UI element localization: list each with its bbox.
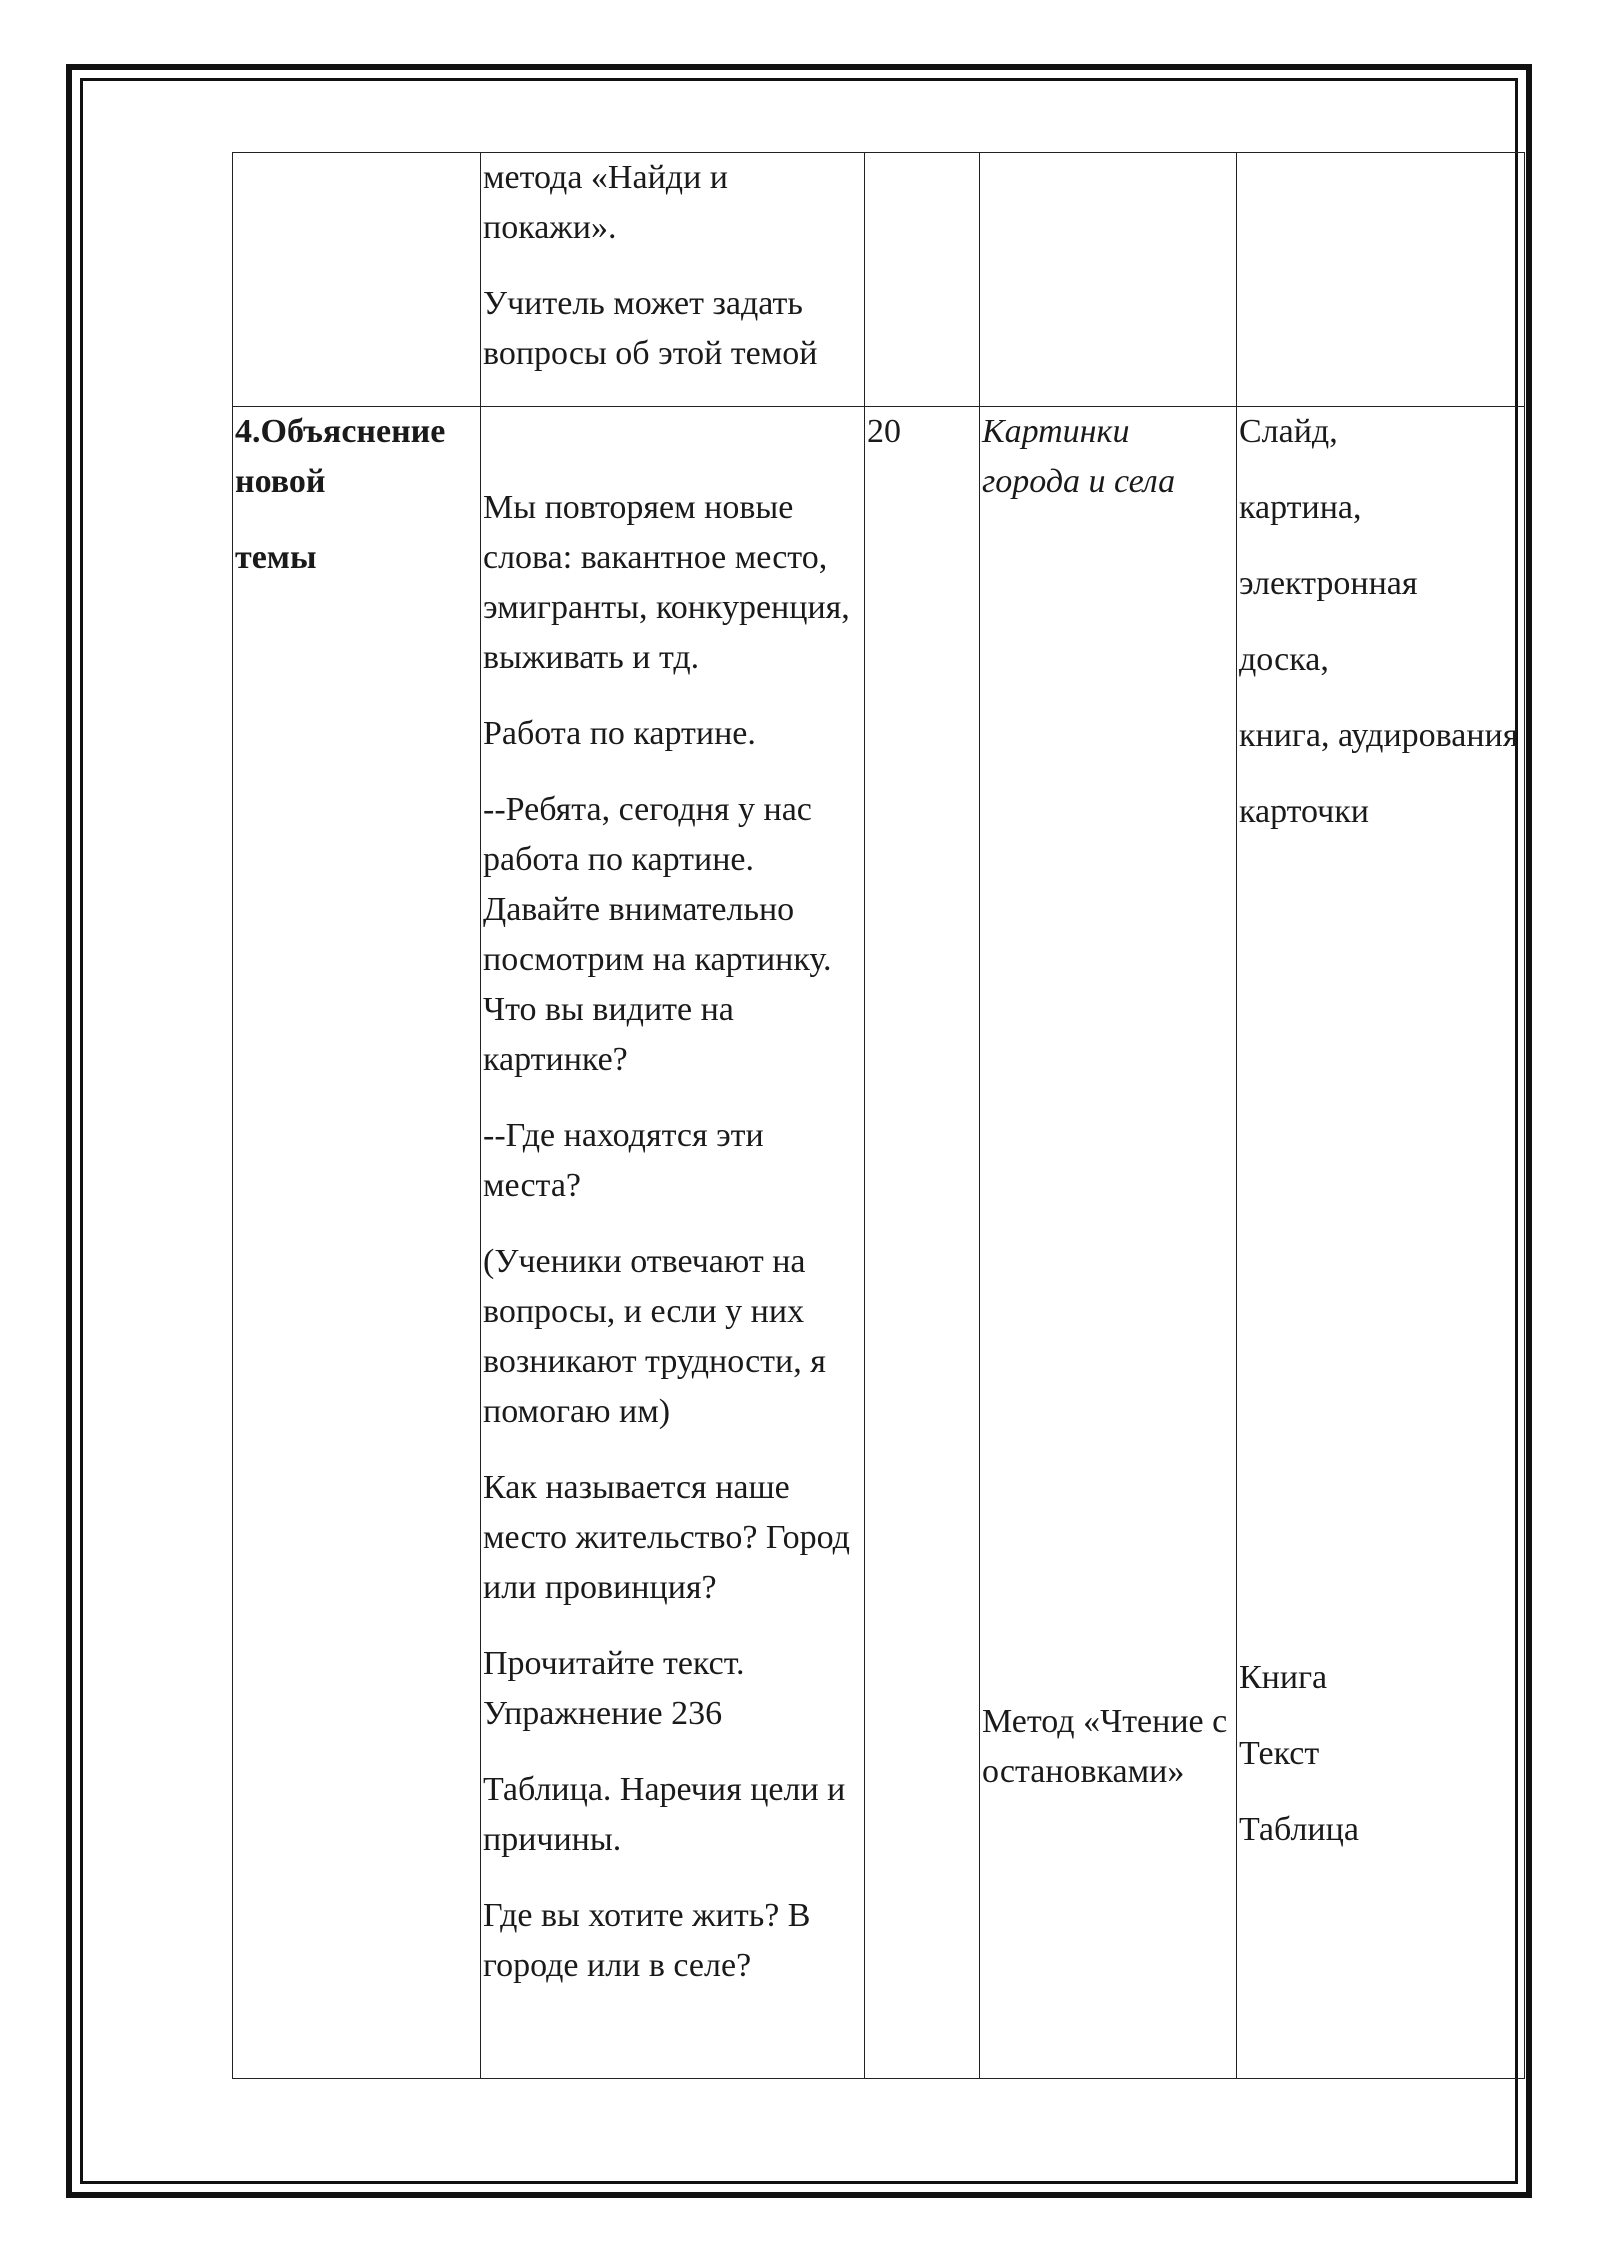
cell-time [865, 407, 980, 2079]
cell-resources [1237, 407, 1525, 2079]
resource-item: Таблица [1239, 1811, 1359, 1848]
stage-title-cont: темы [235, 539, 317, 576]
text-paragraph: Работа по картине. [483, 715, 756, 752]
resource-item: картина, [1239, 489, 1362, 526]
table-row-previous [233, 153, 1525, 407]
text-paragraph: (Ученики отвечают на вопросы, и если у них возникают трудности, я помогаю им) [483, 1243, 826, 1430]
resource-item: Книга [1239, 1659, 1328, 1696]
method-pictures: Картинки города и села [982, 413, 1176, 500]
method-reading: Метод «Чтение с остановками» [982, 1703, 1228, 1790]
text-paragraph: Как называется наше место жительство? Город или провинция? [483, 1469, 850, 1606]
cell-methods [980, 153, 1237, 407]
text-paragraph: Учитель может задать вопросы об этой темой [483, 285, 818, 372]
text-paragraph: Прочитайте текст. Упражнение 236 [483, 1645, 745, 1732]
text-paragraph: --Где находятся эти места? [483, 1117, 764, 1204]
time-minutes: 20 [867, 413, 901, 450]
cell-time [865, 153, 980, 407]
cell-methods [980, 407, 1237, 2079]
table-row-new-topic [233, 407, 1525, 2079]
cell-stage [233, 407, 481, 2079]
lesson-table [232, 152, 1525, 2079]
text-paragraph: метода «Найди и покажи». [483, 159, 728, 246]
resource-item: Слайд, [1239, 413, 1338, 450]
cell-stage [233, 153, 481, 407]
resource-item: Текст [1239, 1735, 1320, 1772]
text-paragraph: Где вы хотите жить? В городе или в селе? [483, 1897, 811, 1984]
text-paragraph: Мы повторяем новые слова: вакантное место, эмигранты, конкуренция, выживать и тд. [483, 489, 850, 676]
text-paragraph: --Ребята, сегодня у нас работа по картине. Давайте внимательно посмотрим на картинку. Что вы видите на картинке? [483, 791, 832, 1078]
stage-title: 4.Объяснение новой [235, 413, 446, 500]
resource-item: книга, аудирования [1239, 717, 1519, 754]
text-paragraph: Таблица. Наречия цели и причины. [483, 1771, 846, 1858]
resource-item: доска, [1239, 641, 1329, 678]
resource-item: карточки [1239, 793, 1369, 830]
resource-item: электронная [1239, 565, 1418, 602]
cell-resources [1237, 153, 1525, 407]
cell-content [481, 407, 865, 2079]
cell-content [481, 153, 865, 407]
